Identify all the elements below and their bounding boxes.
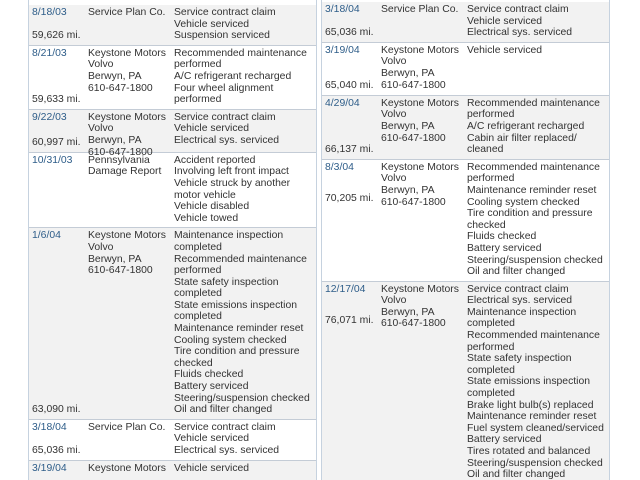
comment-line: Service contract claim (467, 4, 569, 15)
record-mileage: 66,137 mi. (325, 144, 374, 156)
source-line: 610-647-1800 (381, 196, 446, 208)
comment-line: Battery serviced (174, 381, 249, 393)
record-date: 8/18/03 (32, 7, 67, 18)
comment-line: Vehicle serviced (467, 15, 543, 27)
comment-line: Suspension serviced (174, 30, 270, 42)
comment-line: State safety inspection completed (467, 353, 572, 376)
record-source (381, 284, 463, 330)
comment-line: Vehicle struck by another motor vehicle (174, 177, 291, 201)
record-mileage: 70,205 mi. (325, 192, 374, 204)
comment-line: Involving left front impact (174, 166, 289, 178)
comment-line: Maintenance inspection completed (467, 306, 577, 330)
source-line: Volvo (381, 109, 407, 121)
record-date: 3/18/04 (325, 4, 360, 15)
history-record (29, 228, 316, 420)
record-date: 10/31/03 (32, 154, 73, 166)
comment-line: Cooling system checked (467, 196, 580, 208)
comment-line: Recommended maintenance performed (467, 97, 600, 121)
record-mileage: 76,071 mi. (325, 314, 374, 326)
record-mileage: 59,626 mi. (32, 30, 81, 42)
history-record (29, 46, 316, 110)
comment-line: Fluids checked (174, 369, 244, 381)
history-record (29, 461, 316, 480)
history-record (322, 43, 609, 96)
record-source (88, 422, 170, 434)
record-comments (467, 96, 609, 159)
comment-line: Oil and filter changed (174, 404, 273, 416)
source-line: Volvo (88, 123, 114, 135)
source-line: Berwyn, PA (381, 67, 435, 79)
source-line: Damage Report (88, 166, 162, 178)
record-date: 1/6/04 (32, 230, 61, 242)
record-date: 4/29/04 (325, 97, 360, 109)
source-line: 610-647-1800 (381, 79, 446, 91)
source-line: Keystone Motors (381, 44, 459, 56)
source-line: Volvo (381, 56, 407, 68)
right-history-panel (321, 0, 610, 480)
record-mileage: 60,997 mi. (32, 137, 81, 149)
comment-line: Recommended maintenance performed (174, 253, 307, 277)
comment-line: Service contract claim (174, 421, 276, 433)
source-line: Berwyn, PA (381, 184, 435, 196)
record-date: 3/18/04 (32, 421, 67, 433)
record-comments (467, 2, 609, 42)
comment-line: Cooling system checked (174, 334, 287, 346)
record-source (88, 48, 170, 94)
right-record-list (322, 2, 609, 480)
record-comments (174, 153, 316, 228)
comment-line: Electrical sys. serviced (467, 295, 573, 307)
record-source (381, 98, 463, 144)
source-line: Berwyn, PA (88, 253, 142, 265)
source-line: Service Plan Co. (88, 421, 166, 433)
source-line: Volvo (381, 295, 407, 307)
comment-line: Recommended maintenance performed (467, 161, 600, 185)
comment-line: Tires rotated and balanced (467, 446, 591, 457)
record-source (381, 45, 463, 91)
source-line: Keystone Motors (381, 161, 459, 173)
source-line: 610-647-1800 (381, 318, 446, 330)
comment-line: Maintenance reminder reset (174, 323, 304, 335)
source-line: Service Plan Co. (88, 7, 166, 18)
comment-line: Vehicle serviced (174, 18, 250, 30)
comment-line: Recommended maintenance performed (174, 47, 307, 71)
record-comments (467, 43, 609, 60)
record-source (88, 112, 170, 158)
comment-line: Tire condition and pressure checked (174, 346, 300, 369)
source-line: Pennsylvania (88, 154, 150, 166)
record-comments (174, 110, 316, 150)
comment-line: Maintenance reminder reset (467, 411, 597, 423)
comment-line: Steering/suspension checked (467, 457, 603, 469)
left-history-panel (28, 0, 317, 480)
comment-line: Accident reported (174, 154, 256, 166)
comment-line: Maintenance reminder reset (467, 184, 597, 196)
record-date: 8/21/03 (32, 47, 67, 59)
record-source (381, 162, 463, 208)
record-comments (467, 160, 609, 281)
comment-line: Oil and filter changed (467, 266, 566, 278)
record-source (88, 463, 170, 475)
comment-line: State safety inspection completed (174, 276, 279, 300)
comment-line: Vehicle serviced (174, 462, 250, 474)
comment-line: Vehicle serviced (174, 433, 250, 445)
record-date: 8/3/04 (325, 161, 354, 173)
source-line: Keystone Motors (88, 462, 166, 474)
source-line: Berwyn, PA (381, 306, 435, 318)
comment-line: Battery serviced (467, 434, 542, 446)
record-mileage: 63,090 mi. (32, 404, 81, 416)
history-record (29, 110, 316, 158)
record-source (88, 7, 170, 19)
record-comments (174, 461, 316, 478)
comment-line: Maintenance inspection completed (174, 230, 284, 253)
source-line: Volvo (88, 241, 114, 253)
source-line: Keystone Motors (88, 47, 166, 59)
source-line: Berwyn, PA (88, 134, 142, 146)
history-record (29, 153, 316, 229)
history-record (322, 2, 609, 43)
record-source (88, 155, 170, 178)
comment-line: Recommended maintenance performed (467, 330, 600, 353)
comment-line: Brake light bulb(s) replaced (467, 399, 594, 411)
source-line: Berwyn, PA (381, 120, 435, 132)
source-line: Berwyn, PA (88, 70, 142, 82)
history-record (322, 160, 609, 282)
comment-line: Oil and filter changed (467, 469, 566, 480)
history-record (29, 5, 316, 46)
comment-line: State emissions inspection completed (467, 376, 591, 400)
comment-line: Fuel system cleaned/serviced (467, 422, 604, 434)
comment-line: Cabin air filter replaced/ cleaned (467, 132, 577, 156)
comment-line: Tire condition and pressure checked (467, 208, 593, 231)
history-record (322, 282, 609, 480)
history-record (29, 420, 316, 461)
source-line: Keystone Motors (381, 97, 459, 109)
source-line: Volvo (381, 173, 407, 185)
source-line: Keystone Motors (381, 283, 459, 295)
record-mileage: 59,633 mi. (32, 94, 81, 106)
comment-line: Vehicle serviced (467, 44, 543, 56)
record-date: 12/17/04 (325, 283, 366, 295)
comment-line: Steering/suspension checked (174, 392, 310, 404)
comment-line: Battery serviced (467, 242, 542, 254)
comment-line: A/C refrigerant recharged (174, 70, 292, 82)
comment-line: Vehicle disabled (174, 201, 250, 213)
record-mileage: 65,040 mi. (325, 80, 374, 92)
record-mileage: 65,036 mi. (32, 445, 81, 457)
record-date: 9/22/03 (32, 111, 67, 123)
record-comments (174, 420, 316, 460)
source-line: 610-647-1800 (88, 146, 153, 158)
source-line: 610-647-1800 (88, 265, 153, 277)
source-line: Volvo (88, 59, 114, 71)
record-mileage: 65,036 mi. (325, 27, 374, 39)
record-comments (467, 282, 609, 480)
left-record-list (29, 5, 316, 480)
comment-line: Service contract claim (467, 283, 569, 295)
record-comments (174, 5, 316, 45)
comment-line: Electrical sys. serviced (174, 445, 280, 456)
record-source (381, 4, 463, 16)
comment-line: Fluids checked (467, 231, 537, 243)
record-comments (174, 46, 316, 109)
record-date: 3/19/04 (32, 462, 67, 474)
source-line: Keystone Motors (88, 230, 166, 242)
record-date: 3/19/04 (325, 44, 360, 56)
comment-line: Steering/suspension checked (467, 254, 603, 266)
comment-line: State emissions inspection completed (174, 299, 298, 323)
source-line: 610-647-1800 (381, 132, 446, 144)
comment-line: Electrical sys. serviced (174, 134, 280, 146)
comment-line: Vehicle serviced (174, 123, 250, 135)
source-line: Service Plan Co. (381, 4, 459, 15)
comment-line: A/C refrigerant recharged (467, 120, 585, 132)
source-line: Keystone Motors (88, 111, 166, 123)
record-comments (174, 228, 316, 419)
comment-line: Service contract claim (174, 7, 276, 18)
comment-line: Electrical sys. serviced (467, 27, 573, 39)
comment-line: Vehicle towed (174, 212, 239, 224)
record-source (88, 230, 170, 276)
comment-line: Service contract claim (174, 111, 276, 123)
source-line: 610-647-1800 (88, 82, 153, 94)
comment-line: Four wheel alignment performed (174, 82, 274, 106)
history-record (322, 96, 609, 160)
